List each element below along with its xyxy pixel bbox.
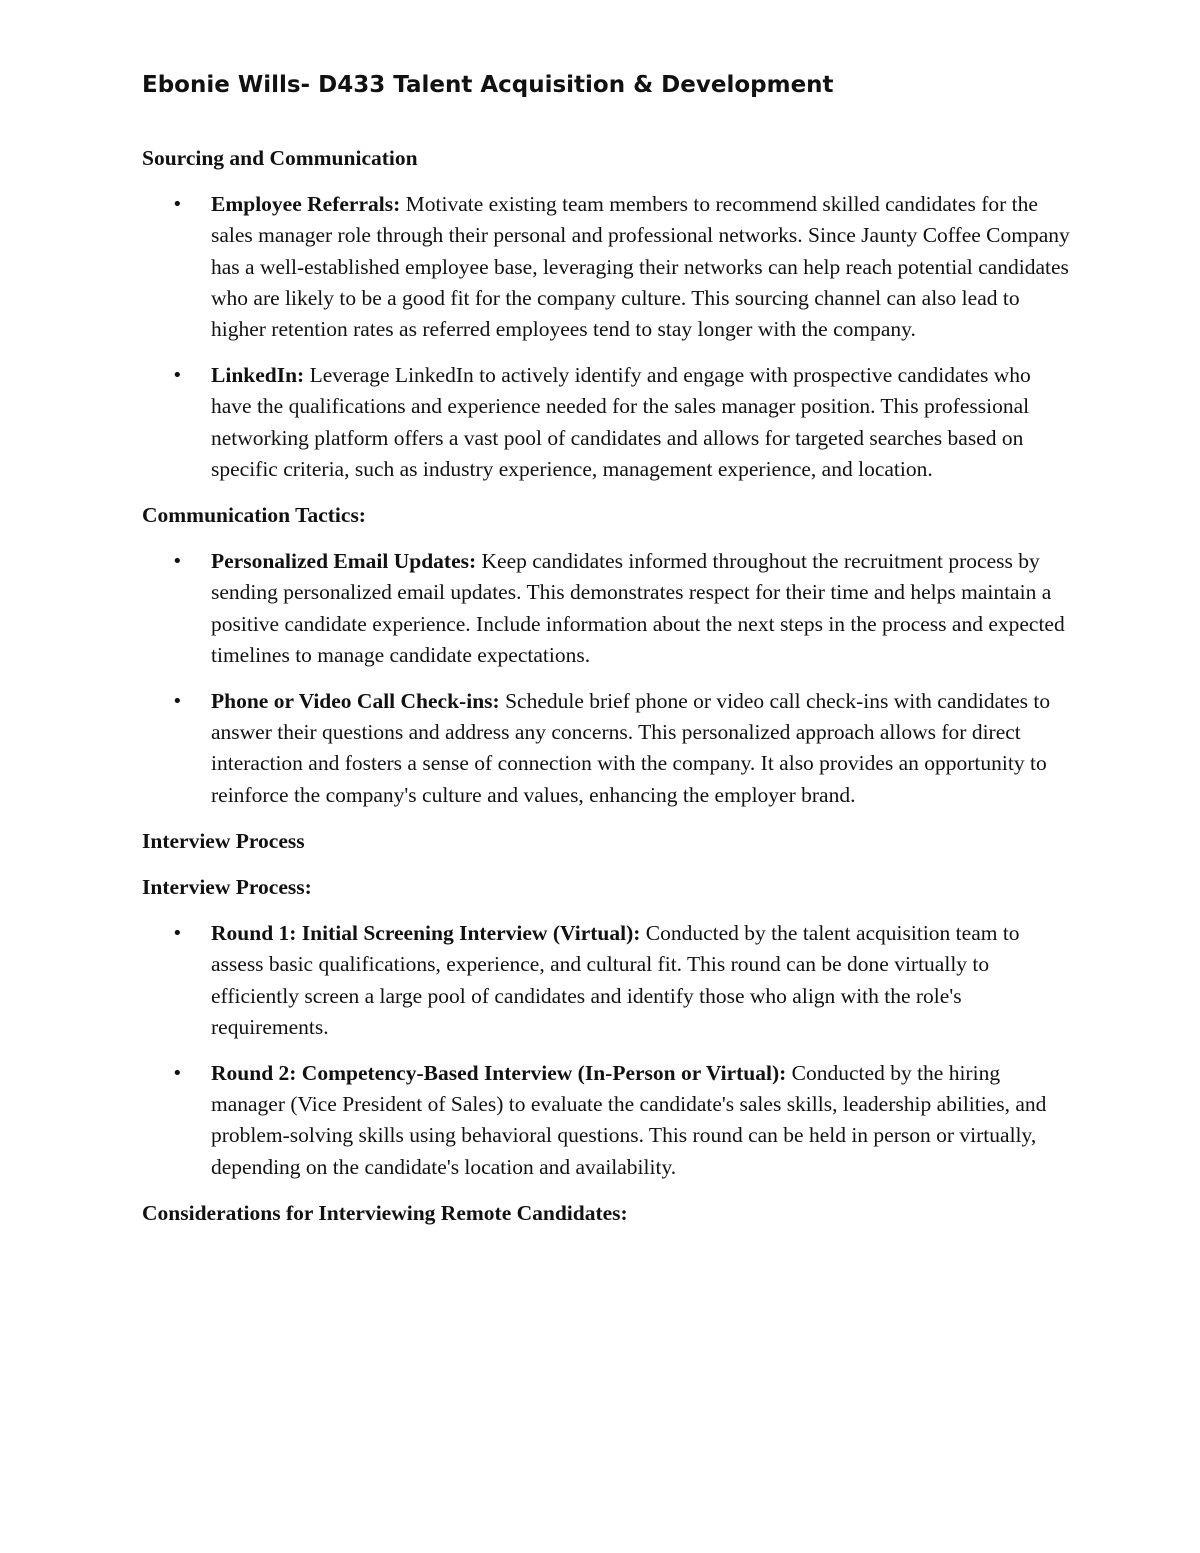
- bullet-icon: •: [172, 194, 183, 216]
- item-lead: Employee Referrals:: [211, 192, 406, 217]
- document-title: Ebonie Wills- D433 Talent Acquisition & Development: [142, 72, 834, 98]
- item-lead: LinkedIn:: [211, 363, 310, 388]
- section-heading-sourcing: Sourcing and Communication: [142, 146, 418, 170]
- list-item: [142, 189, 1072, 345]
- section-heading-communication: Communication Tactics:: [142, 503, 366, 528]
- bullet-icon: •: [172, 923, 183, 945]
- communication-list: [142, 546, 1072, 811]
- document-body: [142, 143, 1072, 1244]
- item-text: Schedule brief phone or video call check-ins with candidates to answer their questions and address any concerns. This personalized approach allows for direct interaction and fosters a sense of connection with the company. It also provides an opportunity to reinforce the company's culture and values, enhancing the employer brand.: [211, 689, 1051, 807]
- item-text: Keep candidates informed throughout the recruitment process by sending personalized email updates. This demonstrates respect for their time and helps maintain a positive candidate experience. Include information about the next steps in the process and expected timelines to manage candidate expectations.: [211, 549, 1065, 667]
- list-item: [142, 546, 1072, 671]
- list-item: [142, 686, 1072, 811]
- bullet-icon: •: [172, 551, 183, 573]
- interview-list: [142, 918, 1072, 1183]
- list-item: [142, 360, 1072, 485]
- item-text: Conducted by the hiring manager (Vice President of Sales) to evaluate the candidate's sales skills, leadership abilities, and problem-solving skills using behavioral questions. This round can be held in person or virtually, depending on the candidate's location and availability.: [211, 1061, 1047, 1179]
- section-heading-remote: Considerations for Interviewing Remote Candidates:: [142, 1200, 628, 1225]
- item-lead: Round 2: Competency-Based Interview (In-Person or Virtual):: [211, 1061, 792, 1086]
- section-subheading-interview: Interview Process:: [142, 875, 312, 900]
- bullet-icon: •: [172, 1063, 183, 1085]
- item-lead: Personalized Email Updates:: [211, 549, 482, 574]
- section-heading-interview: Interview Process: [142, 828, 305, 853]
- item-text: Conducted by the talent acquisition team to assess basic qualifications, experience, and cultural fit. This round can be done virtually to efficiently screen a large pool of candidates and identify those who align with the role's requirements.: [211, 921, 1020, 1039]
- bullet-icon: •: [172, 365, 183, 387]
- sourcing-list: [142, 189, 1072, 485]
- list-item: [142, 1058, 1072, 1183]
- bullet-icon: •: [172, 691, 183, 713]
- item-lead: Phone or Video Call Check-ins:: [211, 689, 506, 714]
- item-text: Motivate existing team members to recommend skilled candidates for the sales manager role through their personal and professional networks. Since Jaunty Coffee Company has a well-established employee base, leveraging their networks can help reach potential candidates who are likely to be a good fit for the company culture. This sourcing channel can also lead to higher retention rates as referred employees tend to stay longer with the company.: [211, 192, 1070, 342]
- list-item: [142, 918, 1072, 1043]
- item-lead: Round 1: Initial Screening Interview (Virtual):: [211, 921, 646, 946]
- item-text: Leverage LinkedIn to actively identify and engage with prospective candidates who have the qualifications and experience needed for the sales manager position. This professional networking platform offers a vast pool of candidates and allows for targeted searches based on specific criteria, such as industry experience, management experience, and location.: [211, 363, 1031, 481]
